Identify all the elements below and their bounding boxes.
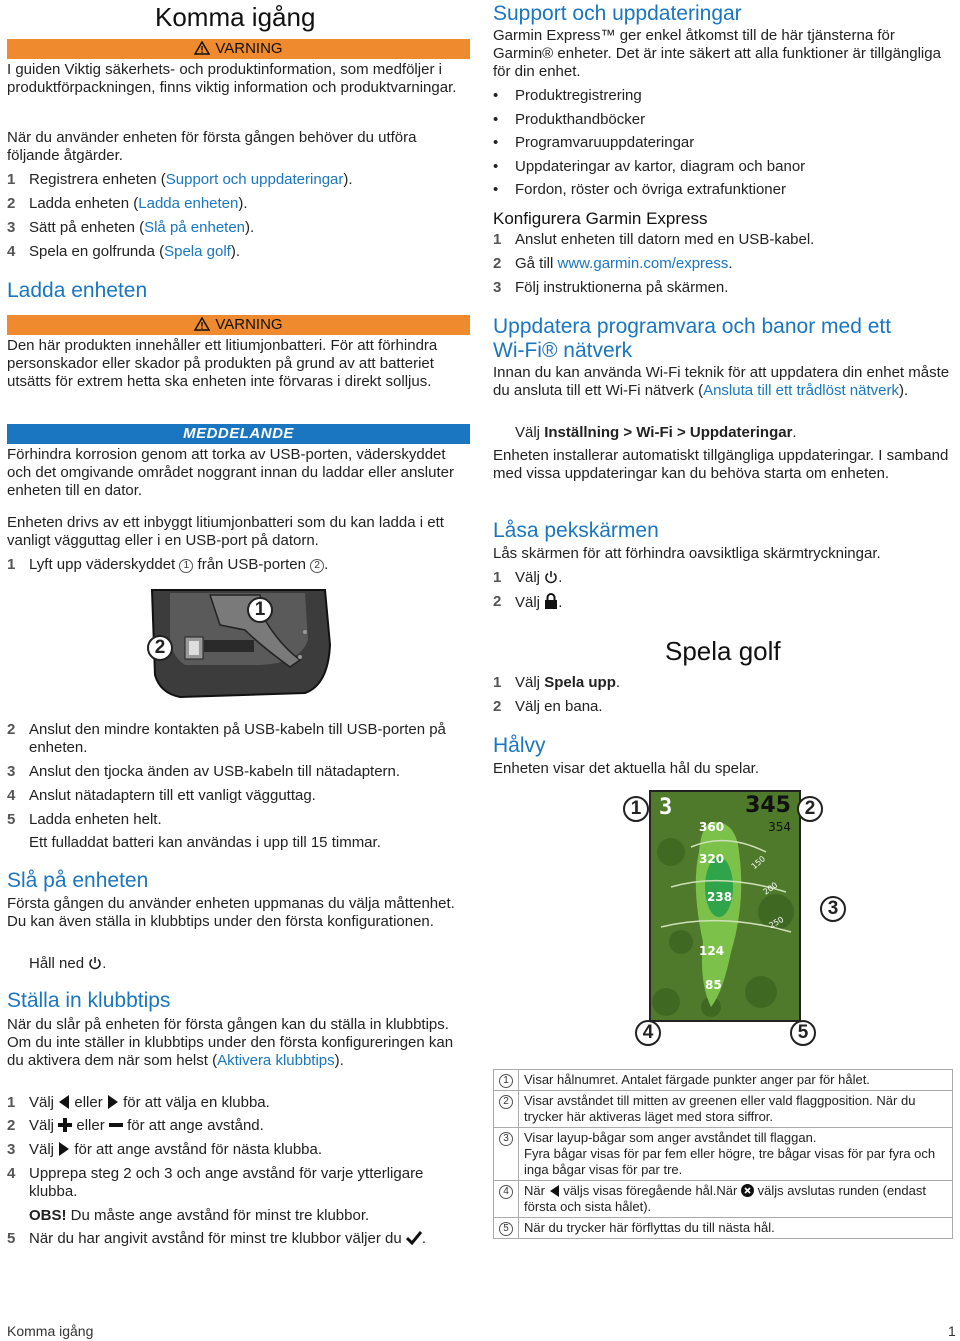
charge-steps [7,721,470,835]
step-link[interactable]: Ladda enheten [138,195,239,212]
express-heading: Konfigurera Garmin Express [493,209,708,228]
step-number: 2 [493,698,502,715]
step-text: Sätt på enheten ( [29,219,145,236]
layup-arc-label: 200 [761,880,780,897]
legend-text: Fyra bågar visas för par fem eller högre, tre bågar visas för par fyra och inga bågar visas för par tre. [524,1146,936,1177]
charge-intro: Enheten drivs av ett inbyggt litiumjonbatteri som du kan ladda i ett vanligt vägguttag eller i en USB-port på datorn. [7,514,444,549]
wifi-menu-path: Inställning > Wi‑Fi > Uppdateringar [544,424,793,441]
hole-number: 3 [659,795,673,820]
step-text: Lyft upp väderskyddet [29,556,180,573]
lock-text: Lås skärmen för att förhindra oavsiktliga skärmtryckningar. [493,545,881,562]
lock-step-2: 2 Välj . [493,593,563,611]
callout-badge-4: 4 [635,1020,661,1046]
warning-text: I guiden Viktig säkerhets- och produktinformation, som medföljer i produktförpackningen, finns viktig information och produktvarningar. [7,61,457,96]
step-text: ). [238,195,248,212]
hole-view-screen[interactable] [649,790,801,1022]
legend-row [494,1091,953,1128]
step-number: 3 [493,279,502,296]
step-text: ). [245,219,255,236]
layup-arc-label: 150 [749,854,768,871]
step-number: 2 [493,255,502,272]
support-text: Garmin Express™ ger enkel åtkomst till de här tjänsterna för Garmin® enheter. Det är inte säkert att alla funktioner är tillgängliga för din enhet. [493,27,941,80]
step-number: 1 [493,674,502,691]
lock-icon [544,593,558,609]
wifi-link[interactable]: Ansluta till ett trådlöst nätverk [703,382,900,399]
warning-banner-battery [7,315,470,335]
step-number: 3 [7,1141,16,1158]
step-link[interactable]: Support och uppdateringar [165,171,344,188]
start-step [7,195,470,219]
step-link[interactable]: Slå på enheten [144,219,246,236]
support-list-item: • Programvaruuppdateringar [493,134,953,158]
club-step-2 [7,1117,470,1135]
power-text: Första gången du använder enheten uppmanas du välja måttenhet. Du kan även ställa in klubbtips under den första konfigurationen. [7,895,455,930]
step-number: 5 [7,811,16,828]
play-step-1 [493,674,953,692]
step-text: Registrera enheten ( [29,171,166,188]
notice-text: Förhindra korrosion genom att torka av USB-porten, väderskyddet och det omgivande området noggrant innan du laddar eller ansluter enheten till en dator. [7,446,454,499]
support-list-item: • Fordon, röster och övriga extrafunktioner [493,181,953,205]
callout-number: 4 [499,1185,513,1199]
clubs-link[interactable]: Aktivera klubbtips [217,1052,335,1069]
start-step [7,243,470,267]
layup-arc-label: 250 [767,914,786,931]
wifi-heading: Uppdatera programvara och banor med ett Wi‑Fi® nätverk [493,315,892,362]
warning-banner [7,39,470,59]
callout-number: 5 [499,1222,513,1236]
step-text: Anslut den mindre kontakten på USB-kabeln till USB-porten på enheten. [29,721,446,756]
wifi-text-end: ). [899,382,909,399]
step-number: 1 [7,1094,16,1111]
step-text: . [324,556,329,573]
obs-label: OBS! [29,1207,67,1224]
wifi-text [493,364,953,400]
legend-row [494,1128,953,1181]
checkmark-icon [406,1231,422,1245]
club-step-5 [7,1230,470,1248]
distance-label: 124 [699,944,725,958]
legend-row [494,1218,953,1239]
legend-text: När du trycker här förflyttas du till nästa hål. [519,1218,953,1239]
step-number: 4 [7,243,16,260]
step-link[interactable]: Spela golf [164,243,231,260]
legend-row [494,1181,953,1218]
minus-icon [109,1118,123,1132]
step-text: Upprepa steg 2 och 3 och ange avstånd för varje ytterligare klubba. [29,1165,424,1200]
callout-badge-5: 5 [790,1020,816,1046]
support-list [493,87,953,205]
step-bold: Spela upp [544,674,616,691]
close-circle-icon [741,1184,754,1197]
step-text: Välj [515,594,541,611]
lock-step-1: 1 Välj . [493,569,563,586]
step-number: 1 [493,231,502,248]
step-number: 1 [7,171,16,188]
step-number: 2 [7,721,16,738]
play-step-2 [493,698,953,716]
wifi-select-pre: Välj [515,424,545,441]
step-text: ). [343,171,353,188]
charge-step [7,763,470,781]
callout-number: 1 [499,1074,513,1088]
step-text: Spela en golfrunda ( [29,243,165,260]
callout-2: 2 [310,559,324,573]
wifi-text-body: Innan du kan använda Wi‑Fi teknik för att uppdatera din enhet måste du ansluta till ett Wi‑Fi nätverk ( [493,364,950,399]
legend-text: väljs visas föregående hål.När [563,1183,738,1198]
support-list-item: • Produktregistrering [493,87,953,111]
notice-banner: MEDDELANDE [7,424,470,444]
step-text: Välj [29,1141,55,1158]
step-number: 1 [493,569,502,586]
lock-heading: Låsa pekskärmen [493,519,659,542]
step-text: eller [74,1094,103,1111]
step-text: Följ instruktionerna på skärmen. [515,279,729,296]
plus-icon [58,1118,72,1132]
battery-warning-body: För att förhindra personskador eller skador på produkten på grund av att batteriet utsätts för extrem hetta ska enheten inte förvaras i direkt solljus. [7,337,438,390]
step-text: Gå till [515,255,558,272]
express-step-1 [493,231,953,249]
charge-step-1 [7,556,470,574]
garmin-express-link[interactable]: www.garmin.com/express [557,255,729,272]
club-step-1 [7,1094,470,1112]
step-text: ). [230,243,240,260]
arrow-right-icon [58,1142,70,1156]
clubs-heading: Ställa in klubbtips [7,989,171,1012]
power-heading: Slå på enheten [7,869,149,892]
battery-warning-lead: Den här produkten innehåller ett litiumjonbatteri. [7,337,327,354]
charge-heading: Ladda enheten [7,279,148,302]
express-step-2 [493,255,953,273]
power-hold-text: Håll ned [29,955,85,972]
step-text: Välj en bana. [515,698,603,715]
green-distance[interactable]: 345 [745,793,791,818]
callout-number: 2 [499,1095,513,1109]
wifi-select [515,424,953,442]
distance-label: 85 [705,978,722,992]
callout-badge-1: 1 [623,796,649,822]
step-text: från USB-porten [193,556,311,573]
step-text: Välj [515,674,545,691]
step-text: för att ange avstånd. [127,1117,264,1134]
step-text: Välj [29,1094,55,1111]
play-heading: Spela golf [665,636,781,666]
arrow-left-icon [549,1185,560,1197]
charge-step [7,721,470,757]
legend-table [493,1069,953,1239]
legend-text: väljs avslutas runden (endast första och sista hålet). [524,1183,926,1214]
power-hold: Håll ned . [29,955,107,972]
callout-1: 1 [179,559,193,573]
intro-text: När du använder enheten för första gången behöver du utföra följande åtgärder. [7,129,417,164]
clubs-text-end: ). [334,1052,344,1069]
step-text: Anslut nätadaptern till ett vanligt vägguttag. [29,787,316,804]
hole-text: Enheten visar det aktuella hål du spelar. [493,760,760,777]
step-text: för att ange avstånd för nästa klubba. [74,1141,323,1158]
support-heading: Support och uppdateringar [493,2,742,25]
step-text: När du har angivit avstånd för minst tre klubbor väljer du [29,1230,402,1247]
step-number: 3 [7,763,16,780]
green-distance-back: 354 [768,820,791,834]
distance-label: 360 [699,820,725,834]
wifi-after: Enheten installerar automatiskt tillgängliga uppdateringar. I samband med vissa uppdateringar kan du behöva starta om enheten. [493,447,949,482]
legend-text: Visar layup-bågar som anger avståndet till flaggan. [524,1130,817,1145]
support-list-item: • Uppdateringar av kartor, diagram och banor [493,158,953,182]
step-number: 4 [7,1165,16,1182]
step-number: 3 [7,219,16,236]
step-number: 1 [7,556,16,573]
step-number: 2 [493,593,502,610]
arrow-left-icon [58,1095,70,1109]
step-text: Ladda enheten helt. [29,811,162,828]
legend-text: Visar avståndet till mitten av greenen eller vald flaggposition. När du trycker här aktiveras läget med stora siffror. [519,1091,953,1128]
warning-label: VARNING [215,40,283,57]
hole-heading: Hålvy [493,734,546,757]
step-text: Ladda enheten ( [29,195,139,212]
arrow-right-icon [107,1095,119,1109]
express-step-3 [493,279,953,297]
callout-badge-2: 2 [797,796,823,822]
warning-icon [194,41,210,55]
start-steps [7,171,470,267]
callout-number: 3 [499,1132,513,1146]
battery-warning-text [7,337,470,391]
distance-label: 320 [699,852,725,866]
warning-label: VARNING [215,316,283,333]
charge-note: Ett fulladdat batteri kan användas i upp till 15 timmar. [29,834,381,851]
power-icon [88,956,102,970]
obs-text: Du måste ange avstånd för minst tre klubbor. [70,1207,370,1224]
step-text: Anslut den tjocka änden av USB-kabeln till nätadaptern. [29,763,401,780]
wifi-select-post: . [792,424,797,441]
step-text: . [728,255,733,272]
charge-step [7,787,470,805]
page-number: 1 [948,1323,956,1339]
step-number: 2 [7,195,16,212]
step-text: Välj [515,569,541,586]
step-text: Välj [29,1117,55,1134]
footer-section: Komma igång [7,1323,94,1339]
warning-icon [194,317,210,331]
charge-step [7,811,470,829]
club-step-4 [7,1165,470,1201]
support-list-item: • Produkthandböcker [493,111,953,135]
step-number: 5 [7,1230,16,1247]
club-step-3 [7,1141,470,1159]
step-text: . [421,1230,427,1247]
distance-label: 238 [707,890,733,904]
legend-text: När [524,1183,545,1198]
callout-badge-2: 2 [147,635,173,661]
step-text: . [615,674,621,691]
step-number: 4 [7,787,16,804]
obs-note [29,1207,470,1225]
step-number: 2 [7,1117,16,1134]
page-title: Komma igång [155,2,316,32]
clubs-text [7,1016,470,1070]
step-text: eller [76,1117,105,1134]
clubs-text-body: När du slår på enheten för första gången kan du ställa in klubbtips. Om du inte ställer in klubbtips under den första konfigureringen kan du aktivera dem när som helst ( [7,1016,454,1069]
start-step [7,171,470,195]
power-icon [544,570,558,584]
callout-badge-3: 3 [820,896,846,922]
step-text: för att välja en klubba. [123,1094,270,1111]
step-text: Anslut enheten till datorn med en USB-kabel. [515,231,815,248]
start-step [7,219,470,243]
legend-row [494,1070,953,1091]
legend-text: Visar hålnumret. Antalet färgade punkter anger par för hålet. [519,1070,953,1091]
callout-badge-1: 1 [247,597,273,623]
